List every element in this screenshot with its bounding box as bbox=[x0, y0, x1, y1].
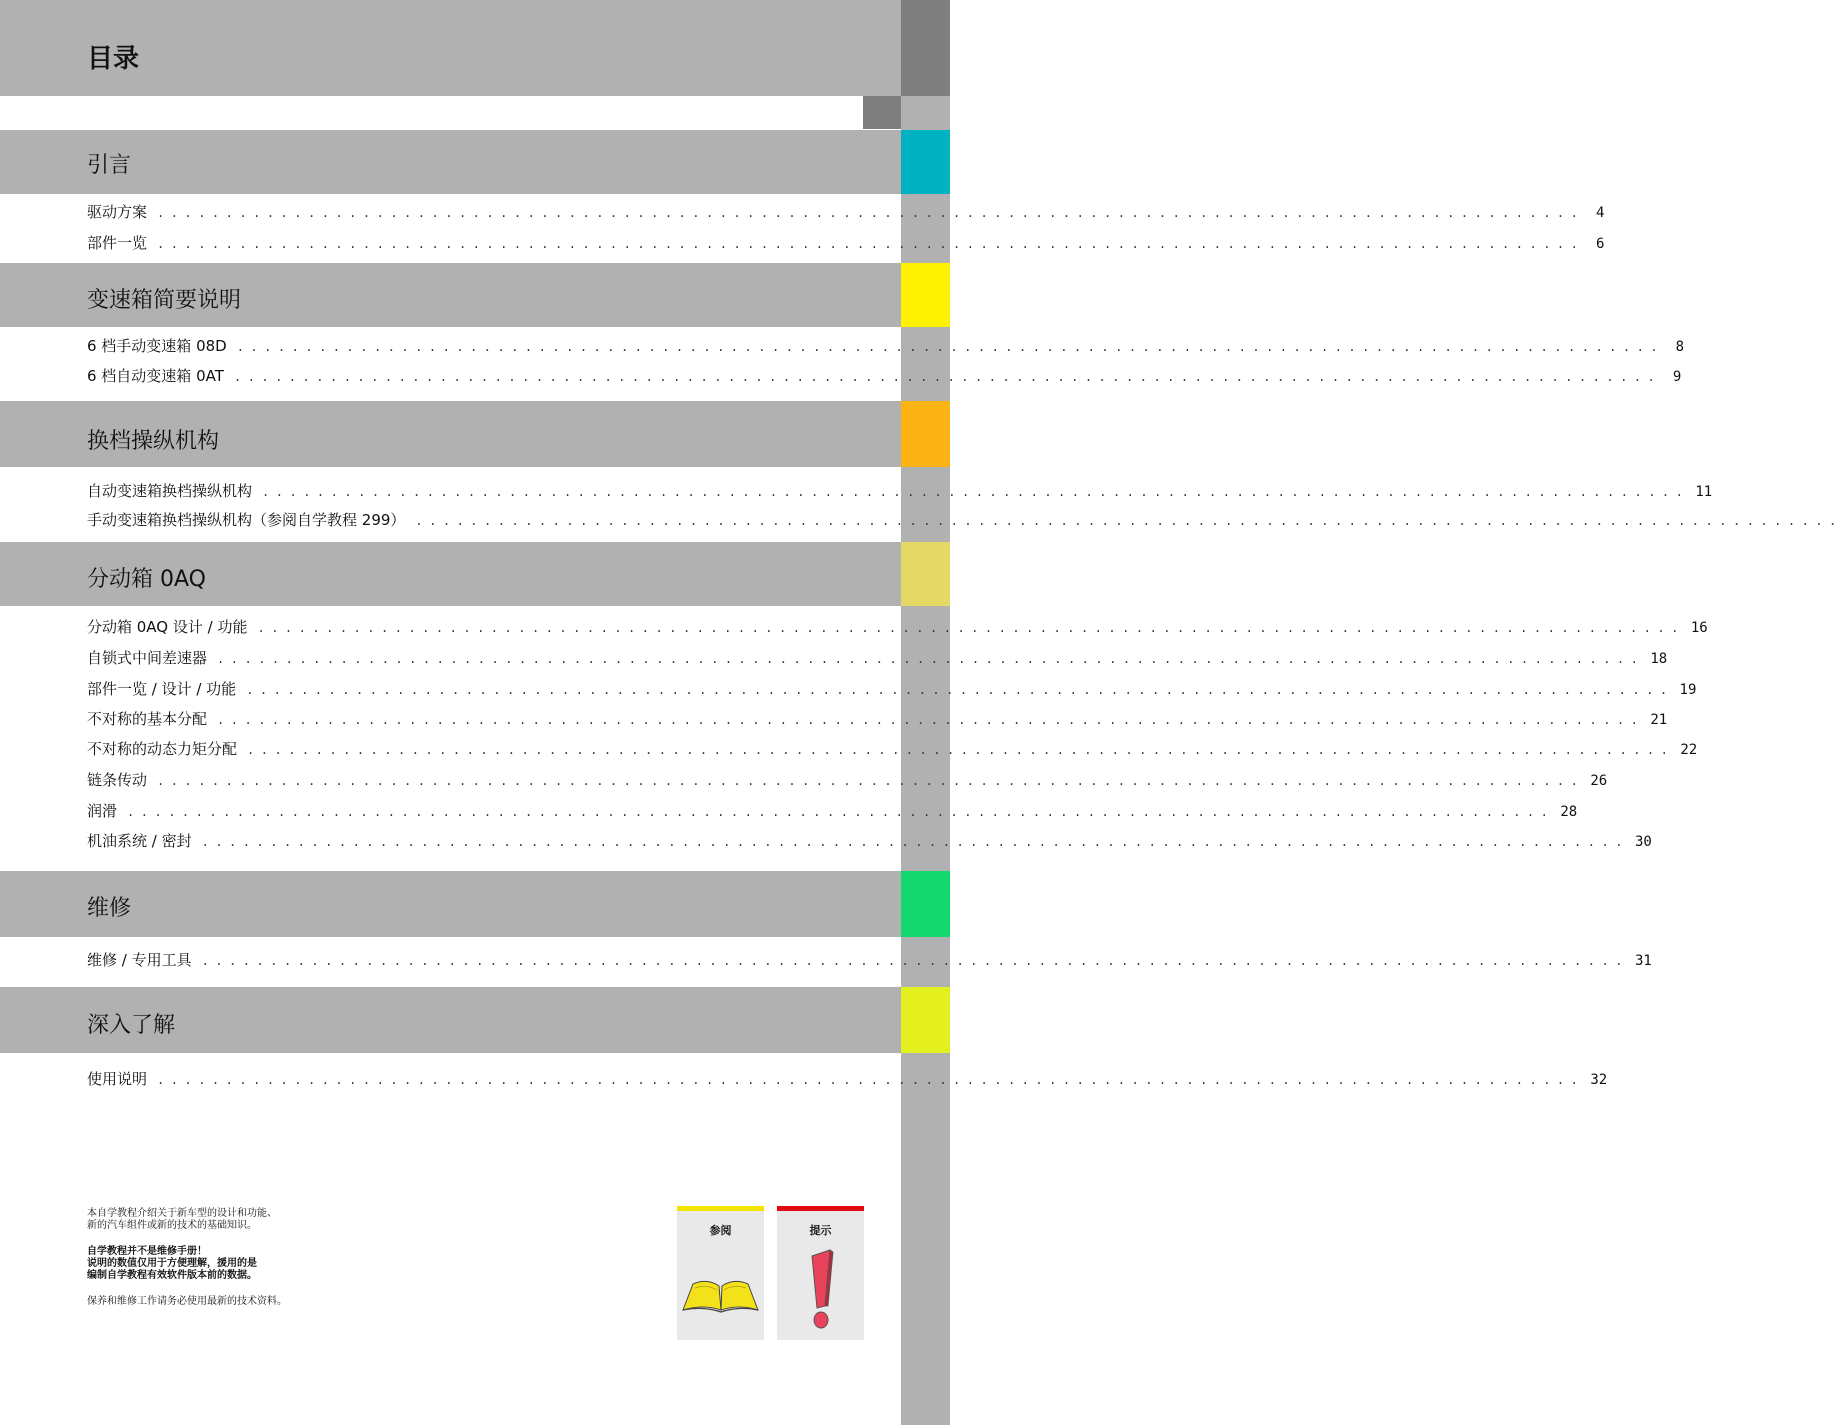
section-band-further-info bbox=[0, 987, 901, 1053]
section-band-gearbox-overview bbox=[0, 263, 901, 327]
toc-entry[interactable] bbox=[87, 335, 1685, 361]
dot-leader: ........................................................................................................ bbox=[157, 237, 1585, 251]
toc-entry-label: 驱动方案 bbox=[87, 203, 148, 221]
section-title: 深入了解 bbox=[87, 1013, 176, 1038]
dot-leader: ........................................................................................................ bbox=[201, 954, 1629, 968]
dot-leader: ........................................................................................................ bbox=[415, 514, 1843, 528]
toc-entry-label: 润滑 bbox=[87, 802, 118, 820]
reference-card bbox=[677, 1206, 764, 1340]
toc-entry[interactable] bbox=[87, 201, 1605, 227]
toc-entry-page: 8 bbox=[1675, 339, 1685, 355]
dot-leader: ........................................................................................................ bbox=[233, 370, 1662, 384]
tab-gearbox-overview[interactable] bbox=[901, 263, 950, 327]
toc-entry[interactable] bbox=[87, 232, 1605, 258]
toc-entry[interactable] bbox=[87, 647, 1668, 673]
toc-entry-page: 32 bbox=[1590, 1072, 1608, 1088]
toc-entry[interactable] bbox=[87, 800, 1578, 826]
footer-warning bbox=[87, 1246, 387, 1282]
toc-entry[interactable] bbox=[87, 738, 1698, 764]
section-title: 换档操纵机构 bbox=[87, 429, 220, 454]
toc-entry-page: 19 bbox=[1679, 682, 1697, 698]
toc-entry-page: 4 bbox=[1595, 205, 1605, 221]
dot-leader: ........................................................................................................ bbox=[262, 485, 1690, 499]
dot-leader: ........................................................................................................ bbox=[157, 206, 1585, 220]
dot-leader: ........................................................................................................ bbox=[217, 652, 1645, 666]
section-title: 引言 bbox=[87, 153, 132, 178]
toc-entry-label: 链条传动 bbox=[87, 771, 148, 789]
toc-entry-page: 30 bbox=[1634, 834, 1652, 850]
page-title: 目录 bbox=[87, 44, 140, 74]
footer-service-note: 保养和维修工作请务必使用最新的技术资料。 bbox=[87, 1296, 287, 1307]
toc-entry-page: 11 bbox=[1695, 484, 1713, 500]
dot-leader: ........................................................................................................ bbox=[201, 835, 1629, 849]
toc-entry-label: 自锁式中间差速器 bbox=[87, 649, 208, 667]
toc-entry[interactable] bbox=[87, 480, 1713, 506]
dot-leader: ........................................................................................................ bbox=[217, 713, 1645, 727]
toc-entry[interactable] bbox=[87, 509, 1843, 535]
tab-contents[interactable] bbox=[901, 0, 950, 96]
exclamation-icon bbox=[777, 1206, 864, 1340]
section-band-shift-mechanism bbox=[0, 401, 901, 467]
dot-leader: ........................................................................................................ bbox=[246, 683, 1674, 697]
footer-warning-line: 自学教程并不是维修手册！ bbox=[87, 1246, 207, 1257]
toc-entry[interactable] bbox=[87, 678, 1697, 704]
toc-entry-label: 部件一览 bbox=[87, 234, 148, 252]
tab-transfer-case[interactable] bbox=[901, 542, 950, 606]
reference-card-label: 参阅 bbox=[709, 1224, 732, 1237]
toc-entry-page: 26 bbox=[1590, 773, 1608, 789]
note-card-label: 提示 bbox=[809, 1224, 832, 1237]
toc-entry-page: 21 bbox=[1650, 712, 1668, 728]
toc-entry-label: 自动变速箱换档操纵机构 bbox=[87, 482, 253, 500]
toc-entry-page: 9 bbox=[1672, 369, 1682, 385]
open-book-icon bbox=[677, 1206, 764, 1340]
toc-entry-label: 分动箱 0AQ 设计 / 功能 bbox=[87, 618, 248, 636]
toc-entry-page: 18 bbox=[1650, 651, 1668, 667]
toc-entry-label: 维修 / 专用工具 bbox=[87, 951, 192, 969]
tab-further-info[interactable] bbox=[901, 987, 950, 1053]
toc-entry[interactable] bbox=[87, 365, 1682, 391]
toc-entry-page: 22 bbox=[1680, 742, 1698, 758]
toc-entry[interactable] bbox=[87, 1068, 1608, 1094]
toc-entry-label: 机油系统 / 密封 bbox=[87, 832, 192, 850]
section-band-introduction bbox=[0, 130, 901, 194]
footer-intro-line: 本自学教程介绍关于新车型的设计和功能、 bbox=[87, 1208, 277, 1219]
footer-intro bbox=[87, 1208, 387, 1232]
toc-entry-label: 手动变速箱换档操纵机构（参阅自学教程 299） bbox=[87, 511, 406, 529]
toc-entry-label: 6 档手动变速箱 08D bbox=[87, 337, 227, 355]
section-title: 分动箱 0AQ bbox=[87, 567, 206, 592]
toc-header-band bbox=[0, 0, 901, 96]
toc-entry-page: 31 bbox=[1634, 953, 1652, 969]
toc-entry-label: 不对称的基本分配 bbox=[87, 710, 208, 728]
footer-warning-line: 说明的数值仅用于方便理解，援用的是 bbox=[87, 1258, 257, 1269]
dot-leader: ........................................................................................................ bbox=[257, 621, 1685, 635]
footer-warning-line: 编制自学教程有效软件版本前的数据。 bbox=[87, 1270, 257, 1281]
toc-entry-page: 28 bbox=[1560, 804, 1578, 820]
section-band-transfer-case bbox=[0, 542, 901, 606]
section-title: 变速箱简要说明 bbox=[87, 288, 242, 313]
tab-service[interactable] bbox=[901, 871, 950, 937]
dot-leader: ........................................................................................................ bbox=[157, 774, 1585, 788]
section-title: 维修 bbox=[87, 896, 132, 921]
toc-entry[interactable] bbox=[87, 949, 1652, 975]
toc-entry[interactable] bbox=[87, 830, 1652, 856]
header-accent-block bbox=[863, 96, 901, 129]
tab-introduction[interactable] bbox=[901, 130, 950, 194]
toc-entry-page: 6 bbox=[1595, 236, 1605, 252]
toc-entry-label: 部件一览 / 设计 / 功能 bbox=[87, 680, 237, 698]
toc-entry[interactable] bbox=[87, 769, 1608, 795]
footer-intro-line: 新的汽车组件或新的技术的基础知识。 bbox=[87, 1220, 257, 1231]
toc-entry[interactable] bbox=[87, 616, 1708, 642]
dot-leader: ........................................................................................................ bbox=[236, 340, 1665, 354]
toc-entry-label: 6 档自动变速箱 0AT bbox=[87, 367, 224, 385]
section-band-service bbox=[0, 871, 901, 937]
dot-leader: ........................................................................................................ bbox=[127, 805, 1555, 819]
toc-entry-label: 使用说明 bbox=[87, 1070, 148, 1088]
note-card bbox=[777, 1206, 864, 1340]
dot-leader: ........................................................................................................ bbox=[157, 1073, 1585, 1087]
toc-entry-page: 16 bbox=[1690, 620, 1708, 636]
toc-entry[interactable] bbox=[87, 708, 1668, 734]
tab-shift-mechanism[interactable] bbox=[901, 401, 950, 467]
dot-leader: ........................................................................................................ bbox=[247, 743, 1675, 757]
toc-entry-label: 不对称的动态力矩分配 bbox=[87, 740, 238, 758]
